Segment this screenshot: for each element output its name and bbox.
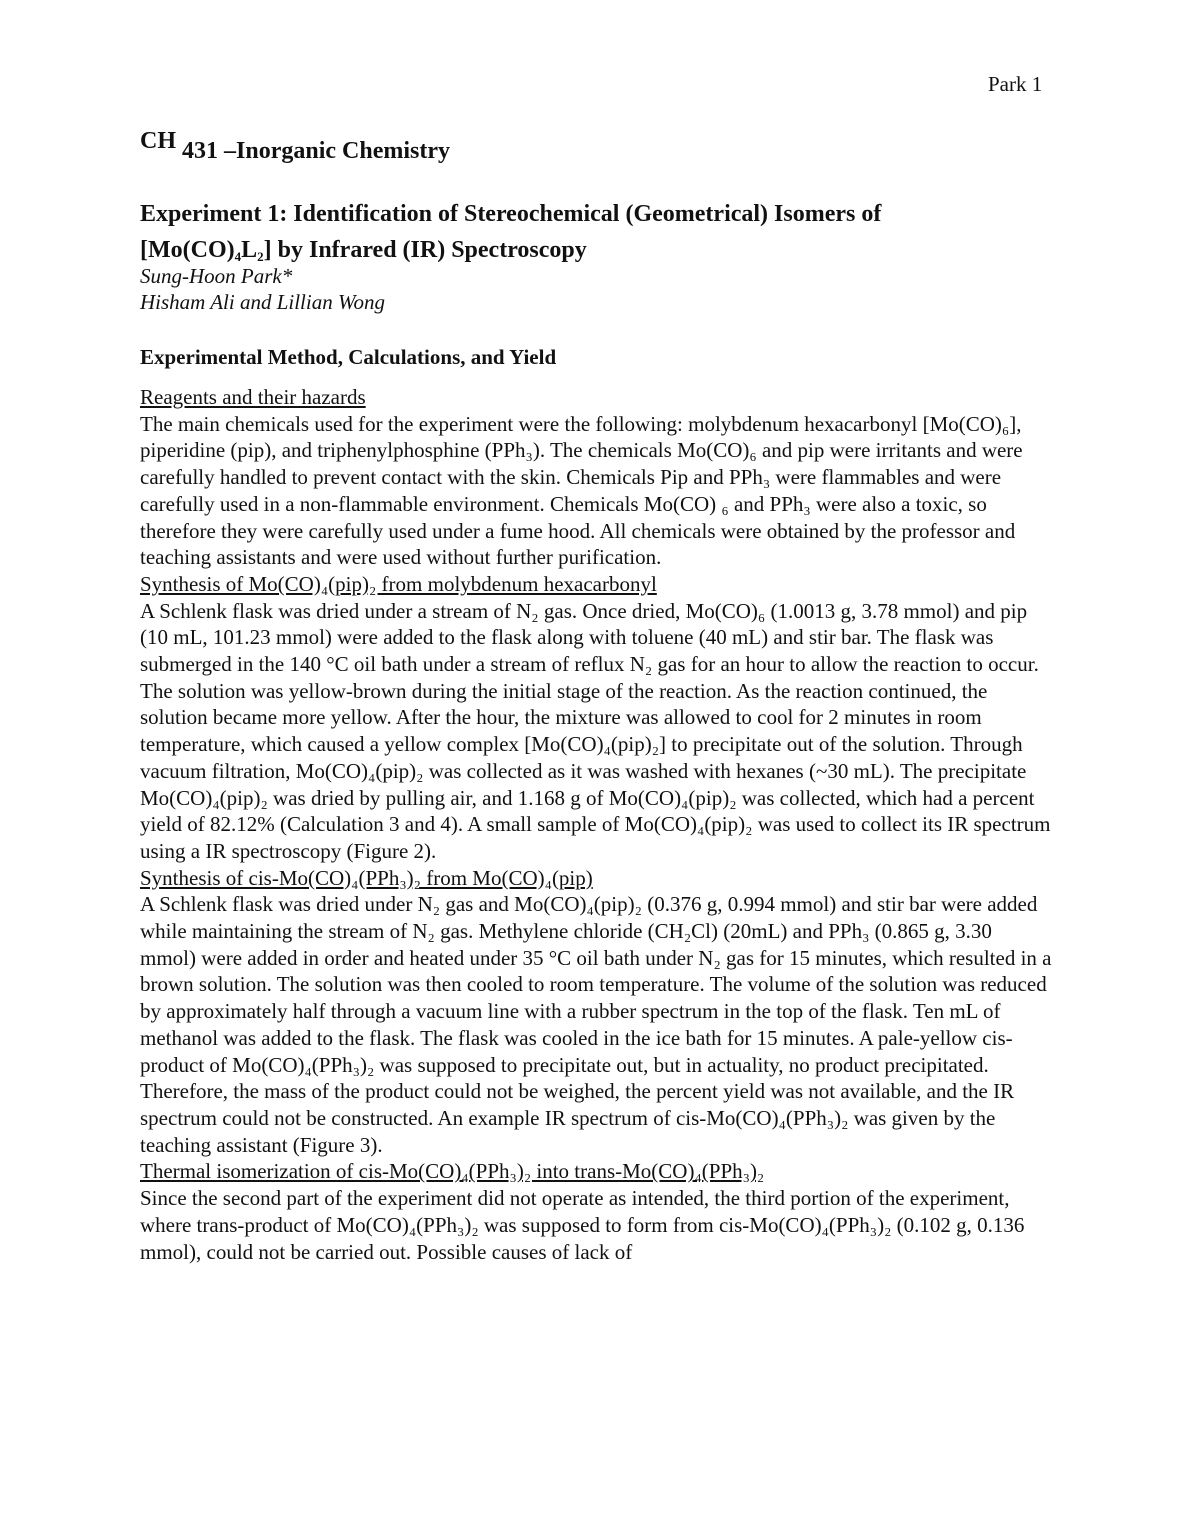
course-name: 431 –Inorganic Chemistry [182,138,450,164]
document-title [140,196,1040,268]
title-formula-part-3: ] by Infrared (IR) Spectroscopy [263,237,587,263]
synthesis1-heading: Synthesis of Mo(CO)₄(pip)₂ from molybdenum hexacarbonyl [140,571,657,596]
reagents-heading: Reagents and their hazards [140,385,366,409]
title-line-1: Experiment 1: Identification of Stereochemical (Geometrical) Isomers of [140,201,882,227]
title-subscript-1: 4 [234,249,242,264]
section-heading: Experimental Method, Calculations, and Yield [140,345,557,369]
course-heading [140,128,450,165]
primary-author: Sung-Hoon Park* [140,264,293,288]
lab-partners: Hisham Ali and Lillian Wong [140,290,386,314]
title-formula-part-2: L [241,237,258,263]
title-subscript-2: 2 [257,249,264,264]
isomerization-heading: Thermal isomerization of cis-Mo(CO)₄(PPh₃)₂ into trans-Mo(CO)₄(PPh₃)₂ [140,1159,765,1184]
title-formula-part-1: [Mo(CO) [140,237,235,263]
isomerization-paragraph: Since the second part of the experiment did not operate as intended, the third portion of the experiment, where trans-product of Mo(CO)₄(PPh₃)₂ was supposed to form from cis-Mo(CO)₄(PPh₃)₂ (0.102 g, 0.136 mmol), could not be carried out. Possible causes of lack of [140,1186,1025,1264]
synthesis2-heading: Synthesis of cis-Mo(CO)₄(PPh₃)₂ from Mo(CO)₄(pip) [140,865,593,890]
course-prefix: CH [140,128,176,154]
page-number: Park 1 [988,72,1043,96]
authors [140,263,385,315]
body-text [140,384,1052,1265]
reagents-paragraph: The main chemicals used for the experiment were the following: molybdenum hexacarbonyl [Mo(CO)₆], piperidine (pip), and triphenylphosphine (PPh₃). The chemicals Mo(CO)₆ and pip were irritants and were carefully handled to prevent contact with the skin. Chemicals Pip and PPh₃ were flammables and were carefully used in a non-flammable environment. Chemicals Mo(CO) ₆ and PPh₃ were also a toxic, so therefore they were carefully used under a fume hood. All chemicals were obtained by the professor and teaching assistants and were used without further purification. [140,411,1023,570]
synthesis1-paragraph: A Schlenk flask was dried under a stream of N₂ gas. Once dried, Mo(CO)₆ (1.0013 g, 3.78 mmol) and pip (10 mL, 101.23 mmol) were added to the flask along with toluene (40 mL) and stir bar. The flask was submerged in the 140 °C oil bath under a stream of reflux N₂ gas for an hour to allow the reaction to occur. The solution was yellow-brown during the initial stage of the reaction. As the reaction continued, the solution became more yellow. After the hour, the mixture was allowed to cool for 2 minutes in room temperature, which caused a yellow complex [Mo(CO)₄(pip)₂] to precipitate out of the solution. Through vacuum filtration, Mo(CO)₄(pip)₂ was collected as it was washed with hexanes (~30 mL). The precipitate Mo(CO)₄(pip)₂ was dried by pulling air, and 1.168 g of Mo(CO)₄(pip)₂ was collected, which had a percent yield of 82.12% (Calculation 3 and 4). A small sample of Mo(CO)₄(pip)₂ was used to collect its IR spectrum using a IR spectroscopy (Figure 2). [140,598,1051,863]
synthesis2-paragraph: A Schlenk flask was dried under N₂ gas and Mo(CO)₄(pip)₂ (0.376 g, 0.994 mmol) and stir bar were added while maintaining the stream of N₂ gas. Methylene chloride (CH₂Cl) (20mL) and PPh₃ (0.865 g, 3.30 mmol) were added in order and heated under 35 °C oil bath under N₂ gas for 15 minutes, which resulted in a brown solution. The solution was then cooled to room temperature. The volume of the solution was reduced by approximately half through a vacuum line with a rubber spectrum in the top of the flask. Ten mL of methanol was added to the flask. The flask was cooled in the ice bath for 15 minutes. A pale-yellow cis-product of Mo(CO)₄(PPh₃)₂ was supposed to precipitate out, but in actuality, no product precipitated. Therefore, the mass of the product could not be weighed, the percent yield was not available, and the IR spectrum could not be constructed. An example IR spectrum of cis-Mo(CO)₄(PPh₃)₂ was given by the teaching assistant (Figure 3). [140,892,1052,1157]
